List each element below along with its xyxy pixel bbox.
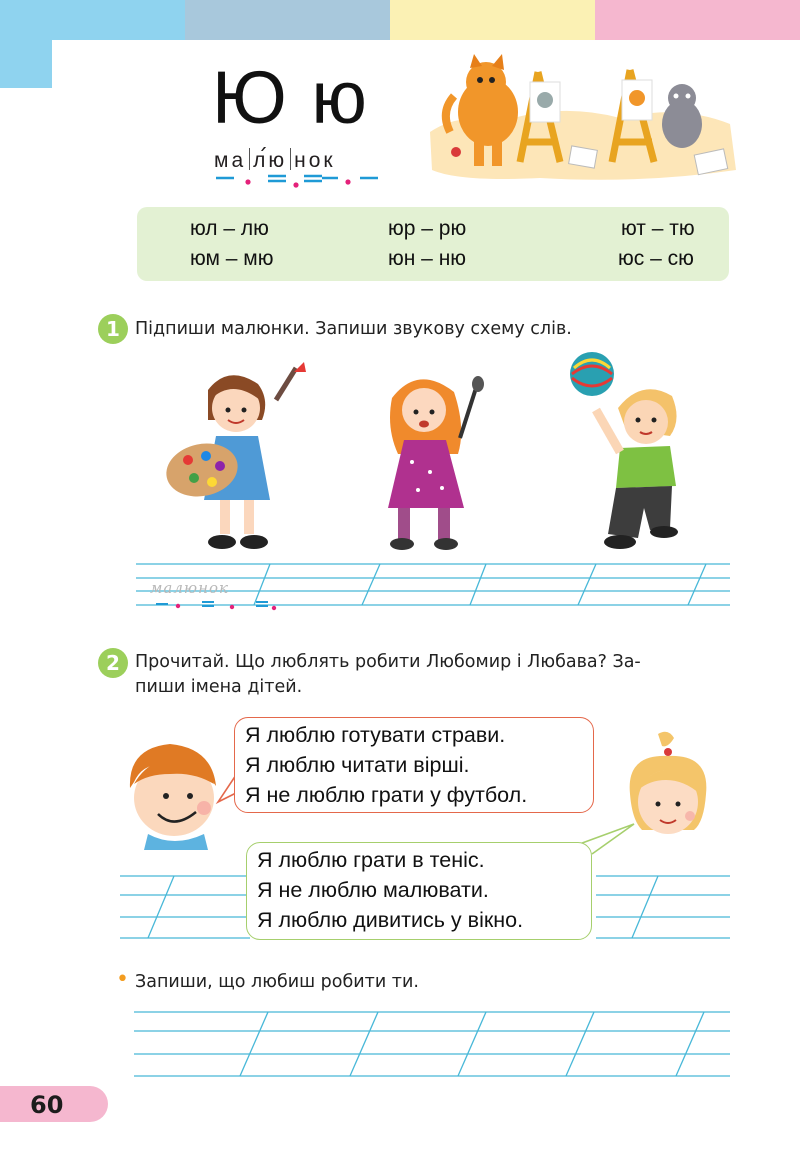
task3-instruction: Запиши, що любиш робити ти.: [135, 972, 419, 992]
boy-bubble-line-3: Я не люблю грати у футбол.: [245, 783, 528, 807]
boy-bubble-line-2: Я люблю читати вірші.: [245, 753, 470, 777]
syllable-2-left: юм – мю: [190, 247, 274, 270]
page-number: 60: [30, 1091, 64, 1119]
task-number-1: 1: [98, 314, 128, 344]
writing-lines-task2-left: [120, 872, 250, 942]
boy-bubble-line-1: Я люблю готувати страви.: [245, 723, 506, 747]
writing-lines-task3: [134, 1008, 730, 1080]
syllable-1-left: юл – лю: [190, 217, 269, 240]
task-number-2: 2: [98, 648, 128, 678]
word-part-2: лю: [253, 149, 288, 172]
task1-instruction: Підпиши малюнки. Запиши звукову схему слів.: [135, 319, 572, 339]
sound-scheme: [212, 172, 382, 188]
corner-tab: [0, 0, 52, 88]
illustration-girl-painter: [158, 360, 318, 552]
top-bar-steel: [185, 0, 390, 40]
top-bar-yellow: [390, 0, 595, 40]
illustration-girl-singer: [368, 368, 498, 552]
illustration-boy-with-ball: [560, 348, 700, 552]
syllable-2-middle: юн – ню: [388, 247, 467, 270]
task2-instruction-line2: пиши імена дітей.: [135, 677, 303, 697]
syllable-2-right: юс – сю: [618, 247, 694, 270]
writing-lines-task2-right: [596, 872, 730, 942]
girl-bubble-line-2: Я не люблю малювати.: [257, 878, 489, 902]
example-word: [214, 148, 336, 173]
task3-bullet: •: [116, 967, 129, 992]
top-bar-pink: [595, 0, 800, 40]
lesson-letter: Ю ю: [212, 56, 369, 139]
word-part-3: нок: [294, 149, 336, 172]
girl-bubble-line-3: Я люблю дивитись у вікно.: [257, 908, 524, 932]
girl-speech-bubble: [246, 842, 592, 940]
illustration-boy-head: [120, 738, 224, 850]
illustration-painting-cats: [420, 52, 740, 182]
syllable-1-middle: юр – рю: [388, 217, 467, 240]
boy-speech-bubble: [234, 717, 594, 813]
word-part-1: ма: [214, 149, 247, 172]
task2-instruction-line1: Прочитай. Що люблять робити Любомир і Любава? За-: [135, 652, 641, 672]
sample-sound-scheme: [152, 598, 282, 612]
sample-handwriting-word: малюнок: [150, 579, 230, 597]
syllable-1-right: ют – тю: [621, 217, 695, 240]
girl-bubble-line-1: Я люблю грати в теніс.: [257, 848, 485, 872]
